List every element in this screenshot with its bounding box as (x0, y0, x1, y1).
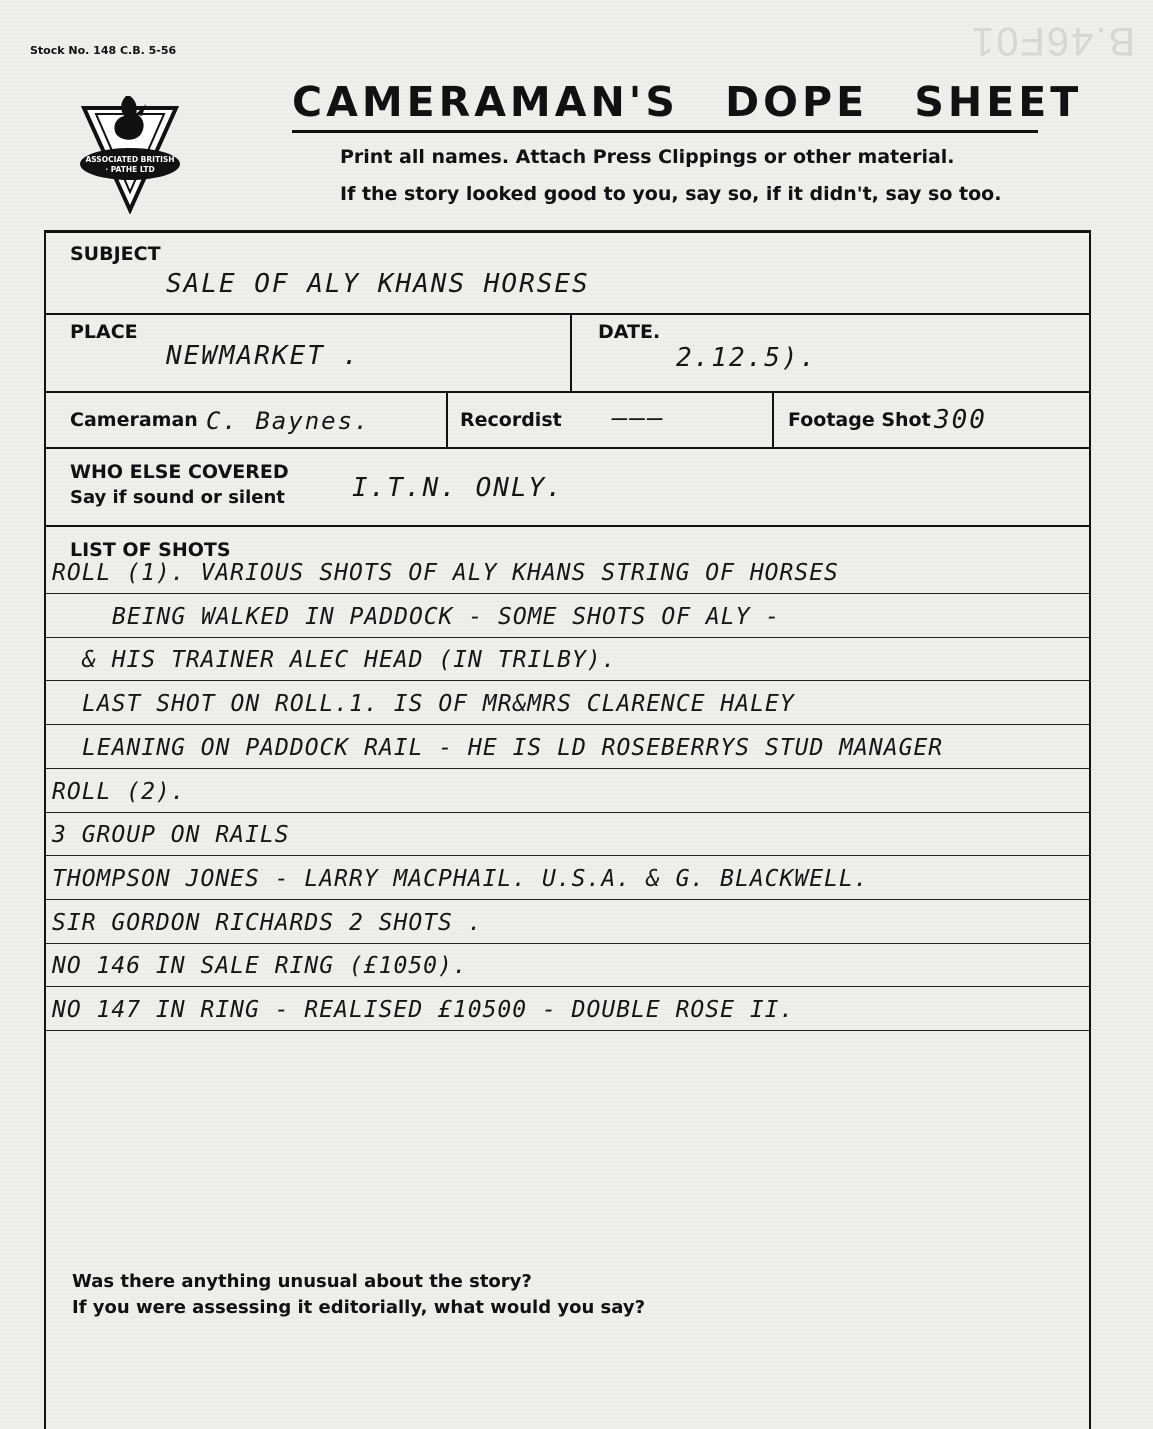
date-value[interactable]: 2.12.5). (676, 343, 818, 373)
recordist-label: Recordist (460, 409, 562, 431)
svg-text:· PATHE LTD: · PATHE LTD (105, 165, 155, 174)
shot-entry[interactable]: NO 146 IN SALE RING (£1050). (52, 953, 468, 979)
list-of-shots-label: LIST OF SHOTS (70, 539, 231, 561)
shot-rule-line (46, 943, 1089, 944)
footage-label: Footage Shot (788, 409, 931, 431)
question-unusual: Was there anything unusual about the story? (72, 1271, 532, 1292)
shot-rule-line (46, 986, 1089, 987)
who-else-sublabel: Say if sound or silent (70, 487, 285, 508)
dope-sheet-form (44, 230, 1091, 1429)
shot-rule-line (46, 680, 1089, 681)
who-else-label: WHO ELSE COVERED (70, 461, 289, 483)
shot-rule-line (46, 637, 1089, 638)
divider (772, 391, 774, 447)
instruction-line-2: If the story looked good to you, say so, if it didn't, say so too. (340, 183, 1002, 205)
shot-entry[interactable]: BEING WALKED IN PADDOCK - SOME SHOTS OF ALY - (112, 604, 781, 630)
shot-entry[interactable]: ROLL (2). (52, 779, 186, 805)
instruction-line-1: Print all names. Attach Press Clippings or other material. (340, 146, 955, 168)
shot-entry[interactable]: ROLL (1). VARIOUS SHOTS OF ALY KHANS STRING OF HORSES (52, 560, 839, 586)
divider (570, 313, 572, 391)
shot-entry[interactable]: LAST SHOT ON ROLL.1. IS OF MR&MRS CLARENCE HALEY (82, 691, 795, 717)
question-editorial: If you were assessing it editorially, what would you say? (72, 1297, 646, 1318)
shot-entry[interactable]: & HIS TRAINER ALEC HEAD (IN TRILBY). (82, 647, 617, 673)
date-label: DATE. (598, 321, 661, 343)
shot-rule-line (46, 724, 1089, 725)
cameraman-value[interactable]: C. Baynes. (206, 407, 371, 435)
divider (46, 313, 1089, 315)
divider (46, 391, 1089, 393)
subject-label: SUBJECT (70, 243, 161, 265)
page-title: CAMERAMAN'S DOPE SHEET (292, 78, 1038, 133)
divider (446, 391, 448, 447)
shot-entry[interactable]: SIR GORDON RICHARDS 2 SHOTS . (52, 910, 483, 936)
who-else-value[interactable]: I.T.N. ONLY. (352, 473, 564, 503)
shot-rule-line (46, 812, 1089, 813)
shot-rule-line (46, 899, 1089, 900)
archive-stamp: B.46F01 (969, 19, 1135, 63)
shot-entry[interactable]: LEANING ON PADDOCK RAIL - HE IS LD ROSEBERRYS STUD MANAGER (82, 735, 944, 761)
shot-entry[interactable]: THOMPSON JONES - LARRY MACPHAIL. U.S.A. & G. BLACKWELL. (52, 866, 869, 892)
subject-value[interactable]: SALE OF ALY KHANS HORSES (166, 269, 590, 299)
shot-rule-line (46, 855, 1089, 856)
shot-entry[interactable]: 3 GROUP ON RAILS (52, 822, 290, 848)
svg-text:ASSOCIATED BRITISH: ASSOCIATED BRITISH (85, 155, 175, 164)
shot-entry[interactable]: NO 147 IN RING - REALISED £10500 - DOUBLE ROSE II. (52, 997, 795, 1023)
place-label: PLACE (70, 321, 138, 343)
divider (46, 447, 1089, 449)
cameraman-label: Cameraman (70, 409, 198, 431)
divider (46, 525, 1089, 527)
shot-rule-line (46, 768, 1089, 769)
footage-value[interactable]: 300 (934, 405, 987, 435)
pathe-rooster-logo (76, 92, 184, 214)
stock-number: Stock No. 148 C.B. 5-56 (30, 44, 177, 57)
place-value[interactable]: NEWMARKET . (166, 341, 361, 371)
shot-rule-line (46, 593, 1089, 594)
recordist-value[interactable]: ——— (612, 403, 665, 433)
shot-rule-line (46, 1030, 1089, 1031)
